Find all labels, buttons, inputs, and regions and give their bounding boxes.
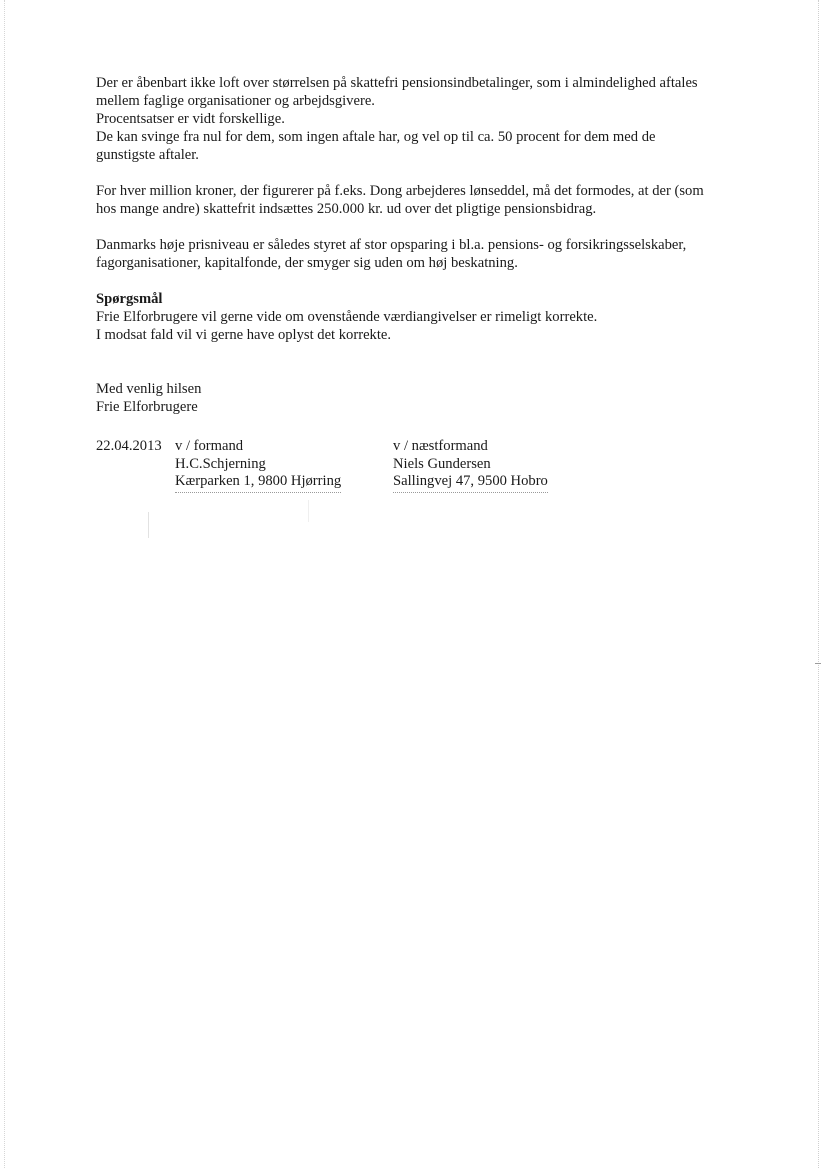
signature-address: Kærparken 1, 9800 Hjørring: [175, 473, 341, 493]
text-line: fagorganisationer, kapitalfonde, der smyger sig uden om høj beskatning.: [96, 255, 518, 271]
scan-artifact-mark: [148, 512, 149, 538]
text-line: hos mange andre) skattefrit indsættes 250.000 kr. ud over det pligtige pensionsbidrag.: [96, 201, 597, 217]
signature-name: H.C.Schjerning: [175, 455, 266, 472]
paragraph-dong-example: [96, 182, 776, 218]
signature-role: v / formand: [175, 438, 244, 454]
signature-address: Sallingvej 47, 9500 Hobro: [393, 473, 548, 493]
scan-edge-left: [4, 0, 6, 1168]
paragraph-pension-limits: [96, 74, 776, 164]
signature-vice-chairman: [393, 438, 548, 493]
signature-chairman: [175, 438, 341, 493]
question-section: [96, 290, 776, 344]
letter-body: [96, 74, 776, 416]
closing-greeting: Med venlig hilsen: [96, 381, 202, 397]
paragraph-price-level: [96, 236, 776, 272]
text-line: For hver million kroner, der figurerer på f.eks. Dong arbejderes lønseddel, må det formodes, at der (som: [96, 183, 704, 199]
scan-artifact-mark: [308, 500, 309, 522]
text-line: Danmarks høje prisniveau er således styret af stor opsparing i bl.a. pensions- og forsikringsselskaber,: [96, 237, 687, 253]
text-line: Der er åbenbart ikke loft over størrelsen på skattefri pensionsindbetalinger, som i almindelighed aftales: [96, 75, 698, 91]
question-line: Frie Elforbrugere vil gerne vide om ovenstående værdiangivelser er rimeligt korrekte.: [96, 309, 598, 325]
closing-organization: Frie Elforbrugere: [96, 399, 198, 415]
signature-name: Niels Gundersen: [393, 455, 491, 472]
text-line: Procentsatser er vidt forskellige.: [96, 111, 285, 127]
scan-margin-tick: [815, 663, 821, 664]
signature-role: v / næstformand: [393, 438, 488, 454]
text-line: mellem faglige organisationer og arbejdsgivere.: [96, 93, 375, 109]
letter-date: 22.04.2013: [96, 438, 162, 454]
question-heading: Spørgsmål: [96, 291, 163, 307]
question-line: I modsat fald vil vi gerne have oplyst det korrekte.: [96, 327, 392, 343]
scan-edge-right: [818, 0, 820, 1168]
closing-section: [96, 380, 776, 416]
text-line: gunstigste aftaler.: [96, 147, 199, 163]
text-line: De kan svinge fra nul for dem, som ingen aftale har, og vel op til ca. 50 procent for dem med de: [96, 129, 656, 145]
